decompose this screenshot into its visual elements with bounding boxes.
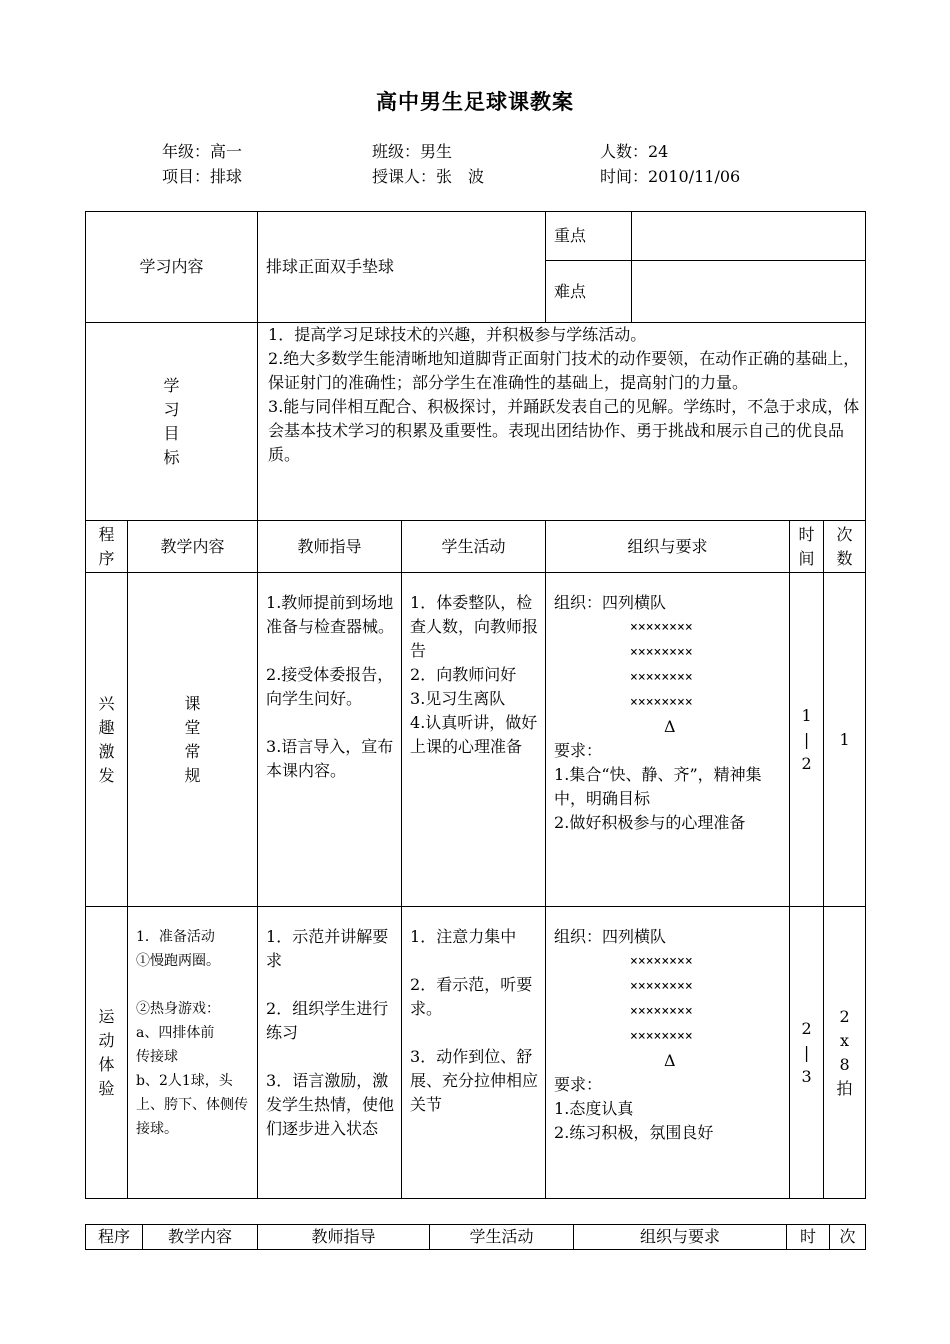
key-point-value — [632, 212, 866, 261]
row1-times: 1 — [839, 729, 850, 749]
row2-student: 1．注意力集中 2．看示范，听要求。 3．动作到位、舒展、充分拉伸相应关节 — [402, 907, 546, 1199]
row2-org-head: 组织：四列横队 — [554, 927, 667, 946]
teacher-text: 授课人：张 波 — [372, 167, 485, 186]
class-text: 班级：男生 — [372, 142, 453, 161]
key-point-label: 重点 — [546, 212, 632, 261]
project-text: 项目：排球 — [162, 167, 243, 186]
row2-requirements: 要求： 1.态度认真 2.练习积极，氛围良好 — [554, 1075, 714, 1142]
footer-time: 时 — [787, 1225, 830, 1250]
row1-student: 1．体委整队，检查人数，向教师报告 2．向教师问好 3.见习生离队 4.认真听讲，做好上课的心理准备 — [402, 573, 546, 907]
learning-content-label: 学习内容 — [86, 212, 258, 323]
table-row — [86, 907, 866, 1199]
footer-times: 次 — [830, 1225, 866, 1250]
learning-content-value: 排球正面双手垫球 — [258, 212, 546, 323]
row2-teacher-mark: Δ — [664, 1051, 676, 1070]
lesson-plan-table — [85, 211, 866, 1199]
header-content: 教学内容 — [128, 521, 258, 573]
row1-org-head: 组织：四列横队 — [554, 593, 667, 612]
footer-teacher: 教师指导 — [258, 1225, 430, 1250]
row1-time: 1 | 2 — [801, 705, 812, 773]
header-teacher: 教师指导 — [258, 521, 402, 573]
header-step: 程 序 — [98, 524, 115, 568]
row2-content: 1．准备活动 ①慢跑两圈。 ②热身游戏： a、四排体前 传接球 b、2人1球，头上、胯下、体侧传接球。 — [128, 907, 258, 1199]
row1-step: 兴 趣 激 发 — [98, 693, 115, 785]
row2-times: 2 x 8 拍 — [836, 1006, 853, 1098]
header-times: 次 数 — [836, 524, 853, 568]
header-student: 学生活动 — [402, 521, 546, 573]
learning-goals-label: 学 习 目 标 — [163, 375, 180, 467]
time-text: 时间：2010/11/06 — [600, 167, 741, 186]
learning-goals-text: 1．提高学习足球技术的兴趣，并积极参与学练活动。 2.绝大多数学生能清晰地知道脚背正面射门技术的动作要领，在动作正确的基础上，保证射门的准确性；部分学生在准确性的基础上，提高射门的力量。 3.能与同伴相互配合、积极探讨，并踊跃发表自己的见解。学练时，不急于求成，体会基本技术学习的积累及重要性。表现出团结协作、勇于挑战和展示自己的优良品质。 — [258, 323, 866, 521]
header-org: 组织与要求 — [546, 521, 790, 573]
row2-step: 运 动 体 验 — [98, 1006, 115, 1098]
page-title: 高中男生足球课教案 — [376, 89, 574, 114]
count-text: 人数：24 — [600, 142, 669, 161]
row2-time: 2 | 3 — [801, 1018, 812, 1086]
row1-requirements: 要求： 1.集合“快、静、齐”，精神集中，明确目标 2.做好积极参与的心理准备 — [554, 741, 762, 832]
difficult-point-label: 难点 — [546, 261, 632, 323]
row2-teacher: 1．示范并讲解要求 2．组织学生进行练习 3．语言激励，激发学生热情，使他们逐步进入状态 — [258, 907, 402, 1199]
footer-step: 程序 — [86, 1225, 143, 1250]
row1-teacher: 1.教师提前到场地准备与检查器械。 2.接受体委报告，向学生问好。 3.语言导入，宣布本课内容。 — [258, 573, 402, 907]
footer-org: 组织与要求 — [574, 1225, 787, 1250]
table-row — [86, 573, 866, 907]
row2-formation: ×××××××× ×××××××× ×××××××× ×××××××× — [630, 954, 693, 1044]
row1-formation: ×××××××× ×××××××× ×××××××× ×××××××× — [630, 620, 693, 710]
row1-content: 课 堂 常 规 — [184, 693, 201, 785]
row1-teacher-mark: Δ — [664, 717, 676, 736]
next-page-header — [85, 1224, 866, 1250]
header-time: 时 间 — [798, 524, 815, 568]
difficult-point-value — [632, 261, 866, 323]
footer-student: 学生活动 — [430, 1225, 574, 1250]
footer-content: 教学内容 — [143, 1225, 258, 1250]
grade-text: 年级：高一 — [162, 142, 243, 161]
